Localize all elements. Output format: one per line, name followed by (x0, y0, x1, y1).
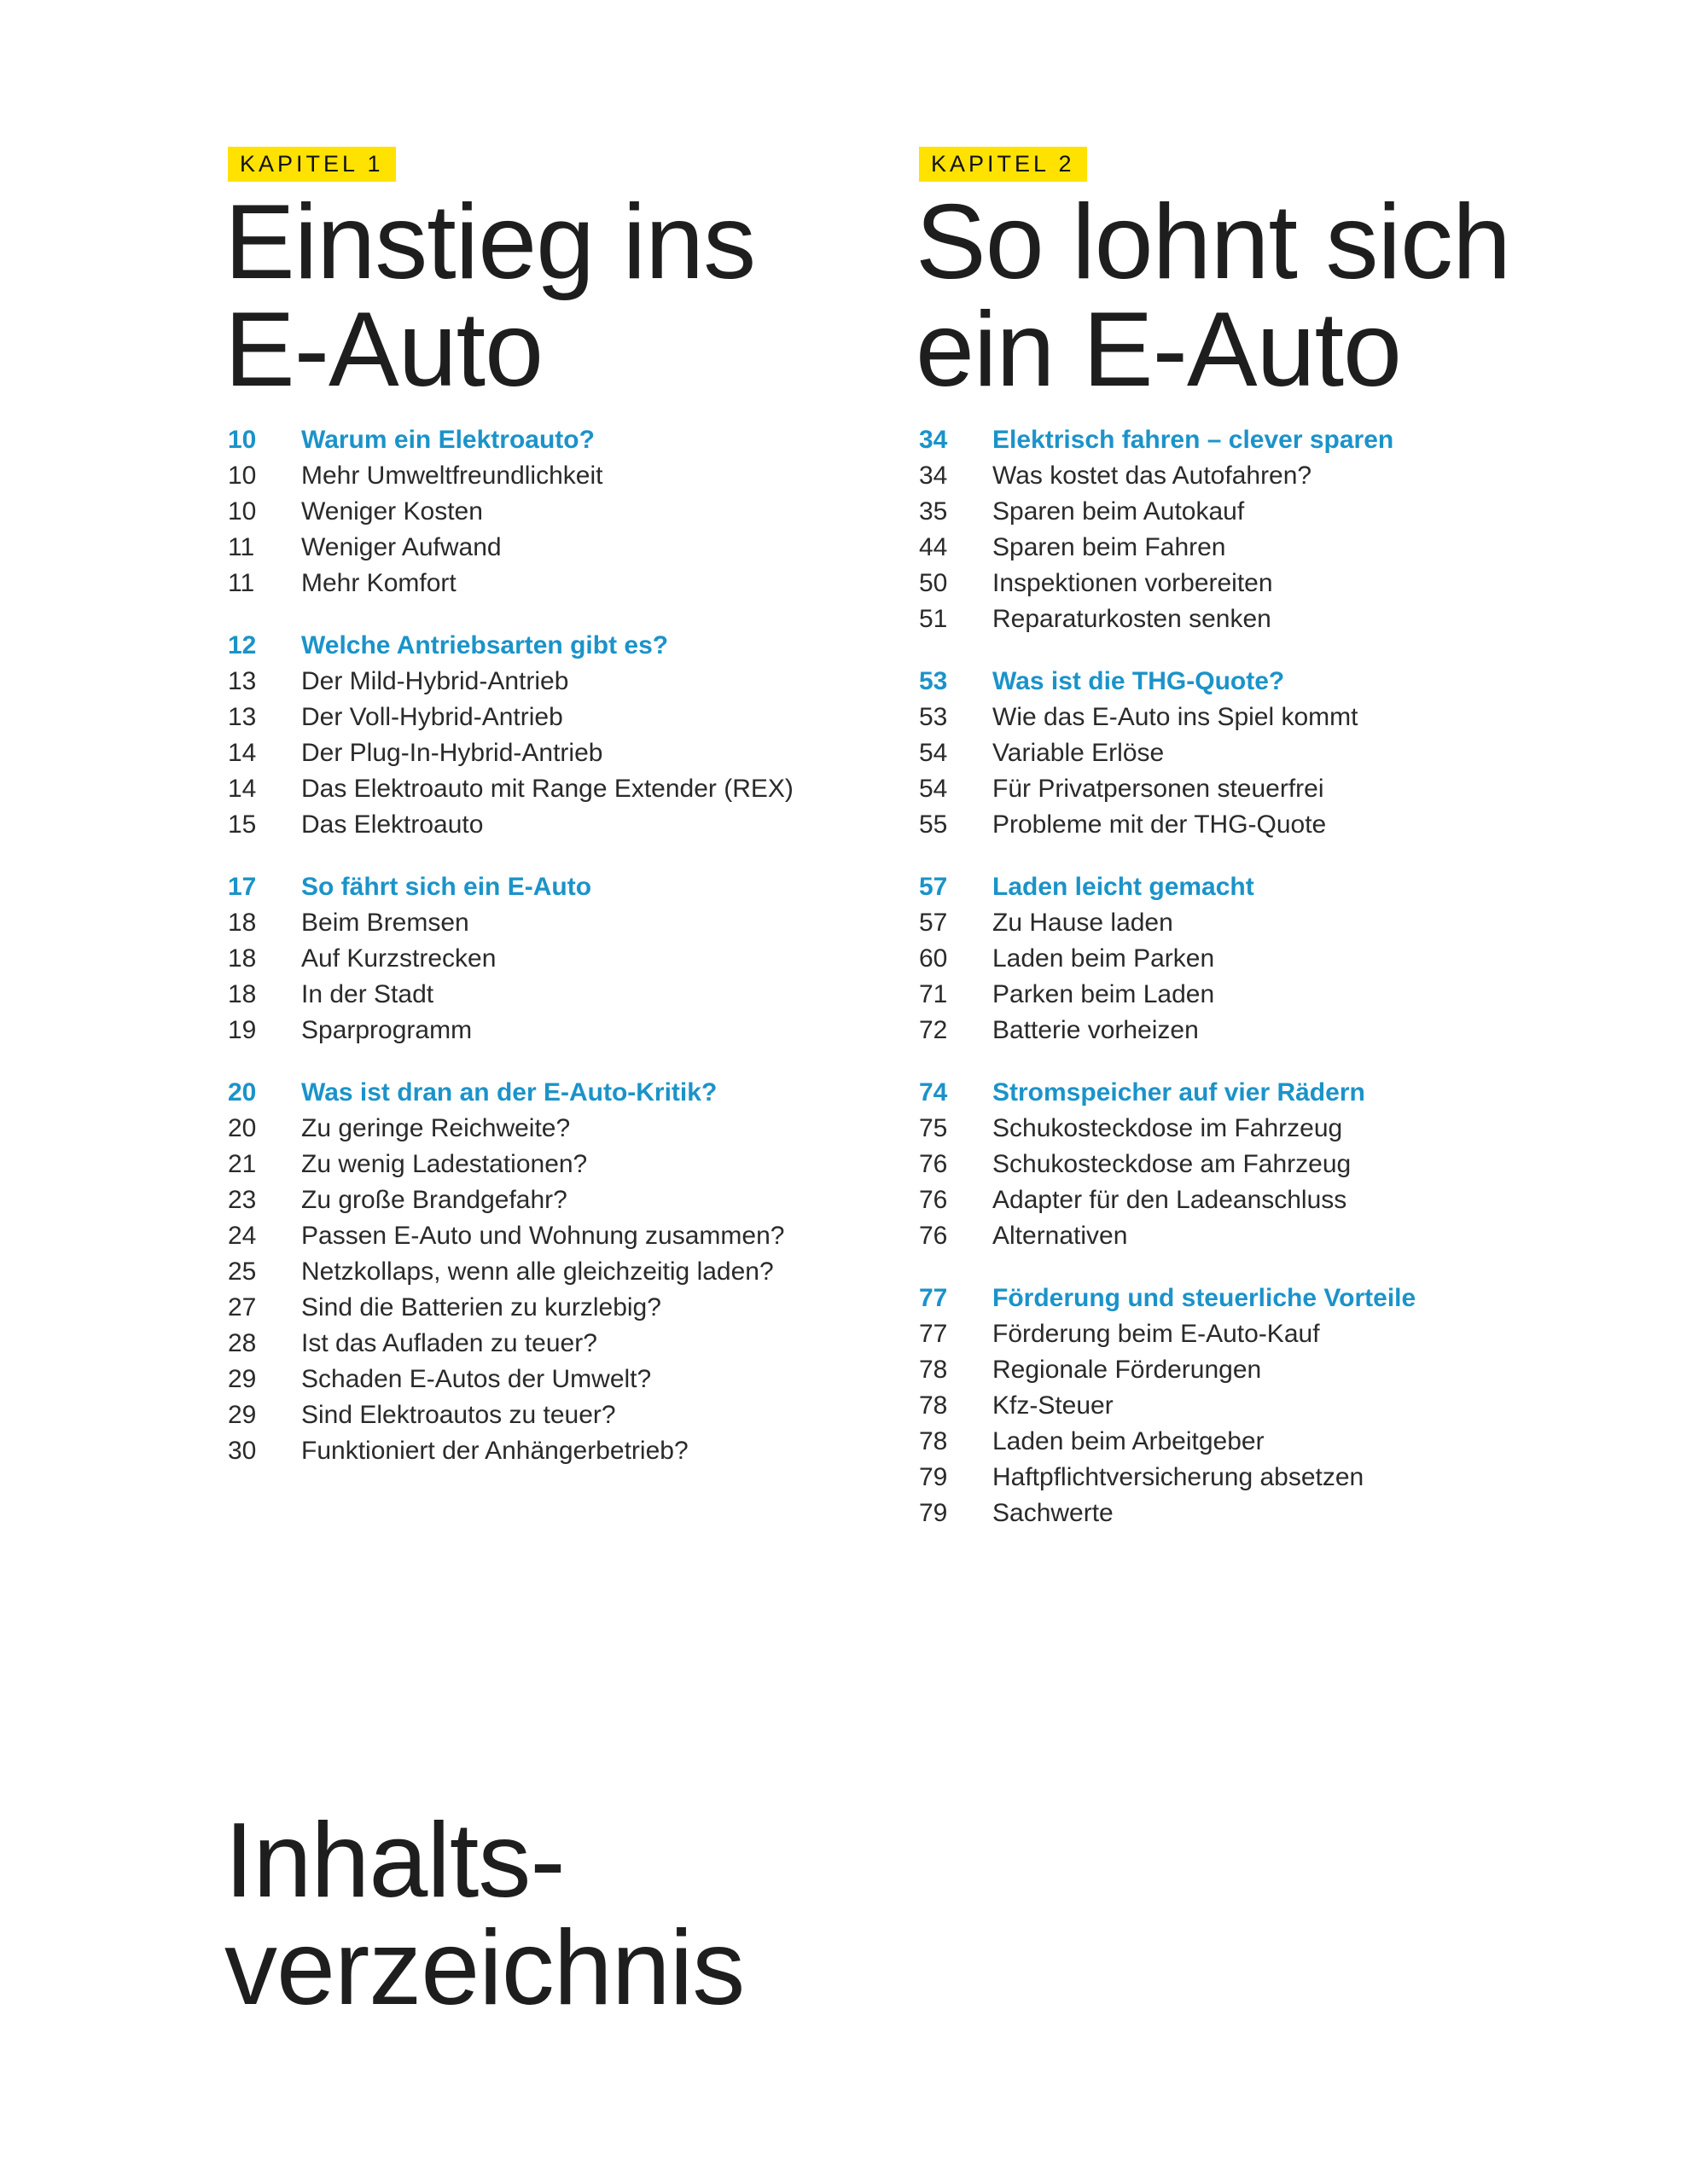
toc-entry[interactable] (919, 1352, 1567, 1388)
chapter-1 (224, 147, 876, 1496)
page-number: 44 (919, 533, 948, 561)
entry-title: Haftpflichtversicherung absetzen (992, 1463, 1364, 1491)
chapter-title (224, 183, 876, 409)
page-number: 78 (919, 1427, 948, 1455)
toc-entry[interactable] (228, 494, 876, 530)
entry-title: Wie das E-Auto ins Spiel kommt (992, 703, 1358, 731)
toc-entry[interactable] (228, 905, 876, 941)
toc-section-heading[interactable] (919, 1281, 1567, 1316)
toc-entry[interactable] (228, 664, 876, 700)
page-number: 77 (919, 1320, 948, 1348)
entry-title: Sparen beim Autokauf (992, 497, 1245, 526)
entry-title: Zu geringe Reichweite? (301, 1114, 571, 1142)
entry-title: In der Stadt (301, 980, 434, 1008)
entry-title: Laden leicht gemacht (992, 873, 1254, 901)
toc-entry[interactable] (228, 1433, 876, 1469)
entry-title: Das Elektroauto (301, 810, 484, 839)
toc-entry[interactable] (228, 1290, 876, 1326)
entry-title: Elektrisch fahren – clever sparen (992, 426, 1394, 454)
toc-entry[interactable] (919, 601, 1567, 637)
page-number: 72 (919, 1016, 948, 1044)
entry-title: Reparaturkosten senken (992, 605, 1271, 633)
toc-entry[interactable] (919, 735, 1567, 771)
entry-title: Förderung beim E-Auto-Kauf (992, 1320, 1320, 1348)
entry-title: Stromspeicher auf vier Rädern (992, 1078, 1365, 1107)
toc-entry[interactable] (228, 700, 876, 735)
chapter-title-line: ein E-Auto (916, 291, 1402, 409)
page-number: 21 (228, 1150, 257, 1178)
page-number: 74 (919, 1078, 948, 1107)
page-number: 19 (228, 1016, 257, 1044)
page-title-line: Inhalts- (224, 1802, 565, 1920)
toc-entry[interactable] (228, 1111, 876, 1147)
page-number: 76 (919, 1222, 948, 1250)
page-number: 11 (228, 533, 255, 561)
toc-section (919, 1075, 1567, 1254)
page-number: 29 (228, 1401, 257, 1429)
page-number: 76 (919, 1186, 948, 1214)
entry-title: Ist das Aufladen zu teuer? (301, 1329, 597, 1357)
page-number: 10 (228, 426, 257, 454)
toc-entry[interactable] (919, 1218, 1567, 1254)
entry-title: Kfz-Steuer (992, 1391, 1114, 1420)
toc-entry[interactable] (228, 771, 876, 807)
toc-entry[interactable] (919, 1388, 1567, 1424)
page-number: 20 (228, 1114, 257, 1142)
entry-title: Für Privatpersonen steuerfrei (992, 775, 1324, 803)
entry-title: Auf Kurzstrecken (301, 944, 497, 973)
page-number: 77 (919, 1284, 948, 1312)
page-number: 28 (228, 1329, 257, 1357)
entry-title: Schukosteckdose am Fahrzeug (992, 1150, 1352, 1178)
page-number: 34 (919, 462, 948, 490)
toc-entry[interactable] (919, 458, 1567, 494)
page-number: 79 (919, 1463, 948, 1491)
entry-title: Sind die Batterien zu kurzlebig? (301, 1293, 661, 1321)
page-number: 53 (919, 703, 948, 731)
toc-entry[interactable] (919, 494, 1567, 530)
toc-entry[interactable] (228, 1013, 876, 1048)
entry-title: Schaden E-Autos der Umwelt? (301, 1365, 652, 1393)
toc-section (228, 869, 876, 1048)
toc-section-heading[interactable] (228, 1075, 876, 1111)
page-number: 50 (919, 569, 948, 597)
toc-entry[interactable] (228, 807, 876, 843)
chapter-title-line: Einstieg ins (224, 183, 756, 301)
page-number: 54 (919, 739, 948, 767)
page-number: 53 (919, 667, 948, 695)
toc-section (228, 422, 876, 601)
entry-title: Was ist dran an der E-Auto-Kritik? (301, 1078, 718, 1107)
toc-entry[interactable] (919, 566, 1567, 601)
page-number: 30 (228, 1437, 257, 1465)
entry-title: Was kostet das Autofahren? (992, 462, 1312, 490)
page-number: 15 (228, 810, 257, 839)
entry-title: Der Plug-In-Hybrid-Antrieb (301, 739, 603, 767)
toc-section-heading[interactable] (919, 422, 1567, 458)
entry-title: Der Voll-Hybrid-Antrieb (301, 703, 563, 731)
toc-entry[interactable] (228, 1326, 876, 1362)
page-number: 14 (228, 775, 257, 803)
toc-entry[interactable] (228, 1362, 876, 1397)
page-number: 78 (919, 1356, 948, 1384)
toc-entry[interactable] (228, 1254, 876, 1290)
page-title (224, 1802, 745, 2027)
toc-entry[interactable] (228, 1147, 876, 1182)
toc-section (919, 1281, 1567, 1531)
toc-entry[interactable] (919, 1316, 1567, 1352)
toc-entry[interactable] (919, 1424, 1567, 1460)
toc-section-heading[interactable] (228, 422, 876, 458)
entry-title: Sparen beim Fahren (992, 533, 1226, 561)
toc-section (228, 1075, 876, 1469)
entry-title: Schukosteckdose im Fahrzeug (992, 1114, 1343, 1142)
page-number: 27 (228, 1293, 257, 1321)
page-number: 76 (919, 1150, 948, 1178)
entry-title: So fährt sich ein E-Auto (301, 873, 592, 901)
entry-title: Funktioniert der Anhängerbetrieb? (301, 1437, 689, 1465)
entry-title: Zu Hause laden (992, 909, 1173, 937)
entry-title: Beim Bremsen (301, 909, 469, 937)
entry-title: Inspektionen vorbereiten (992, 569, 1273, 597)
page-number: 54 (919, 775, 948, 803)
entry-title: Welche Antriebsarten gibt es? (301, 631, 669, 659)
toc-entry[interactable] (228, 941, 876, 977)
page-number: 13 (228, 667, 257, 695)
toc-entry[interactable] (919, 905, 1567, 941)
chapter-label: KAPITEL 1 (228, 147, 396, 182)
toc-entry[interactable] (919, 1460, 1567, 1496)
toc-entry[interactable] (919, 771, 1567, 807)
page-number: 78 (919, 1391, 948, 1420)
page-number: 60 (919, 944, 948, 973)
page-number: 14 (228, 739, 257, 767)
toc-entry[interactable] (919, 1182, 1567, 1218)
entry-title: Sind Elektroautos zu teuer? (301, 1401, 616, 1429)
entry-title: Sparprogramm (301, 1016, 473, 1044)
entry-title: Batterie vorheizen (992, 1016, 1199, 1044)
toc-entry[interactable] (228, 1182, 876, 1218)
page-number: 71 (919, 980, 948, 1008)
toc-entry[interactable] (919, 941, 1567, 977)
chapter-title-line: So lohnt sich (916, 183, 1510, 301)
entry-title: Der Mild-Hybrid-Antrieb (301, 667, 569, 695)
entry-title: Warum ein Elektroauto? (301, 426, 595, 454)
entry-title: Das Elektroauto mit Range Extender (REX) (301, 775, 794, 803)
toc-section (919, 869, 1567, 1048)
toc-entry[interactable] (228, 977, 876, 1013)
toc-section-heading[interactable] (919, 664, 1567, 700)
entry-title: Regionale Förderungen (992, 1356, 1262, 1384)
page-number: 75 (919, 1114, 948, 1142)
page-number: 57 (919, 873, 948, 901)
entry-title: Sachwerte (992, 1499, 1114, 1527)
toc-entry[interactable] (919, 977, 1567, 1013)
entry-title: Was ist die THG-Quote? (992, 667, 1285, 695)
entry-title: Adapter für den Ladeanschluss (992, 1186, 1347, 1214)
toc-entry[interactable] (919, 700, 1567, 735)
page-number: 12 (228, 631, 257, 659)
chapter-title-line: E-Auto (224, 291, 544, 409)
page-number: 29 (228, 1365, 257, 1393)
toc-section-heading[interactable] (228, 628, 876, 664)
chapter-label: KAPITEL 2 (919, 147, 1087, 182)
entry-title: Probleme mit der THG-Quote (992, 810, 1327, 839)
entry-title: Alternativen (992, 1222, 1128, 1250)
toc-entry[interactable] (919, 807, 1567, 843)
page-number: 51 (919, 605, 948, 633)
page-number: 13 (228, 703, 257, 731)
toc-list (228, 422, 876, 1469)
page-number: 10 (228, 497, 257, 526)
entry-title: Weniger Kosten (301, 497, 483, 526)
toc-section (228, 628, 876, 843)
toc-list (919, 422, 1567, 1531)
toc-section (919, 664, 1567, 843)
toc-entry[interactable] (919, 1013, 1567, 1048)
page-number: 18 (228, 909, 257, 937)
page-number: 11 (228, 569, 255, 597)
toc-entry[interactable] (228, 458, 876, 494)
entry-title: Mehr Umweltfreundlichkeit (301, 462, 603, 490)
toc-entry[interactable] (228, 566, 876, 601)
entry-title: Mehr Komfort (301, 569, 457, 597)
page-number: 34 (919, 426, 948, 454)
page-number: 35 (919, 497, 948, 526)
entry-title: Zu wenig Ladestationen? (301, 1150, 588, 1178)
toc-entry[interactable] (919, 1147, 1567, 1182)
entry-title: Netzkollaps, wenn alle gleichzeitig laden? (301, 1258, 774, 1286)
page-number: 10 (228, 462, 257, 490)
page-number: 18 (228, 944, 257, 973)
entry-title: Zu große Brandgefahr? (301, 1186, 567, 1214)
toc-entry[interactable] (919, 1496, 1567, 1531)
toc-entry[interactable] (228, 530, 876, 566)
entry-title: Parken beim Laden (992, 980, 1215, 1008)
toc-section (919, 422, 1567, 637)
toc-entry[interactable] (919, 530, 1567, 566)
page-number: 20 (228, 1078, 257, 1107)
chapter-2 (916, 147, 1567, 1558)
toc-section-heading[interactable] (919, 1075, 1567, 1111)
entry-title: Laden beim Parken (992, 944, 1215, 973)
page-title-line: verzeichnis (224, 1909, 745, 2027)
toc-entry[interactable] (919, 1111, 1567, 1147)
entry-title: Förderung und steuerliche Vorteile (992, 1284, 1416, 1312)
page-number: 18 (228, 980, 257, 1008)
toc-entry[interactable] (228, 1397, 876, 1433)
page-number: 17 (228, 873, 257, 901)
chapter-title (916, 183, 1567, 409)
entry-title: Laden beim Arbeitgeber (992, 1427, 1265, 1455)
entry-title: Weniger Aufwand (301, 533, 502, 561)
toc-section-heading[interactable] (919, 869, 1567, 905)
page-number: 23 (228, 1186, 257, 1214)
page-number: 55 (919, 810, 948, 839)
toc-section-heading[interactable] (228, 869, 876, 905)
entry-title: Variable Erlöse (992, 739, 1165, 767)
toc-entry[interactable] (228, 1218, 876, 1254)
page-number: 25 (228, 1258, 257, 1286)
toc-entry[interactable] (228, 735, 876, 771)
page-number: 79 (919, 1499, 948, 1527)
page-number: 57 (919, 909, 948, 937)
entry-title: Passen E-Auto und Wohnung zusammen? (301, 1222, 785, 1250)
page-number: 24 (228, 1222, 257, 1250)
